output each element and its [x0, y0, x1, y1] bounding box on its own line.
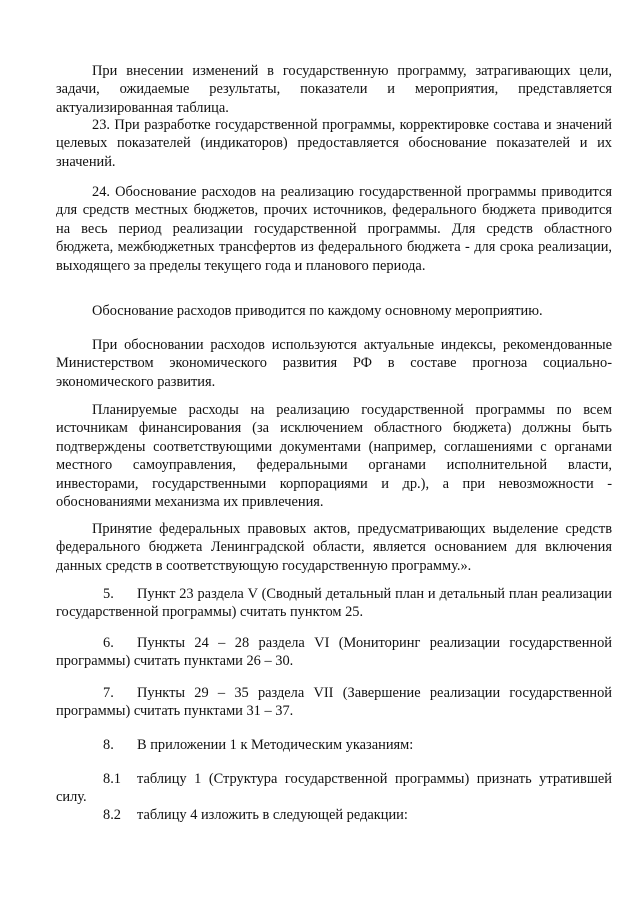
list-item-8-1: [56, 770, 612, 807]
paragraph-expense-justification: Обоснование расходов приводится по каждому основному мероприятию.: [92, 303, 543, 319]
item-text: Пункты 29 – 35 раздела VII (Завершение реализации государственной программы) считать пунктами 31 – 37.: [56, 685, 612, 720]
paragraph-indexes: При обосновании расходов используются актуальные индексы, рекомендованные Министерством экономического развития РФ в составе прогноза социально-экономического развития.: [56, 337, 612, 390]
list-item-8-2: [56, 806, 612, 824]
item-text: таблицу 4 изложить в следующей редакции:: [137, 807, 408, 823]
item-text: Пункты 24 – 28 раздела VI (Мониторинг реализации государственной программы) считать пунктами 26 – 30.: [56, 635, 612, 670]
item-text: таблицу 1 (Структура государственной программы) признать утратившей силу.: [56, 771, 612, 806]
item-number: 8.2: [103, 807, 121, 823]
paragraph-planned-expenses: Планируемые расходы на реализацию государственной программы по всем источникам финансирования (за исключением областного бюджета) должны быть подтверждены соответствующими документами (например, соглашениями с органами местного самоуправления, федеральными органами исполнительной власти, инвесторами, государственными корпорациями и др.), а при невозможности - обоснованиями механизма их привлечения.: [56, 402, 612, 511]
item-number: 5.: [103, 586, 114, 602]
list-item-5: [56, 585, 612, 622]
paragraph-item-24: 24. Обоснование расходов на реализацию государственной программы приводится для средств местных бюджетов, прочих источников, федерального бюджета приводится на весь период реализации государственной программы. Для средств областного бюджета, межбюджетных трансфертов из федерального бюджета - для срока реализации, выходящего за пределы текущего года и планового периода.: [56, 184, 612, 274]
list-item-6: [56, 634, 612, 671]
item-number: 8.1: [103, 771, 121, 787]
item-text: Пункт 23 раздела V (Сводный детальный план и детальный план реализации государственной программы) считать пунктом 25.: [56, 586, 612, 621]
list-item-8: [56, 736, 612, 754]
item-text: В приложении 1 к Методическим указаниям:: [137, 737, 414, 753]
item-number: 8.: [103, 737, 114, 753]
paragraph-table-update: При внесении изменений в государственную программу, затрагивающих цели, задачи, ожидаемые результаты, показатели и мероприятия, представляется актуализированная таблица.: [56, 63, 612, 116]
paragraph-item-23: 23. При разработке государственной программы, корректировке состава и значений целевых показателей (индикаторов) предоставляется обоснование показателей и их значений.: [56, 117, 612, 170]
item-number: 6.: [103, 635, 114, 651]
item-number: 7.: [103, 685, 114, 701]
list-item-7: [56, 684, 612, 721]
paragraph-federal-acts: Принятие федеральных правовых актов, предусматривающих выделение средств федерального бюджета Ленинградской области, является основанием для включения данных средств в соответствующую государственную программу.».: [56, 521, 612, 574]
